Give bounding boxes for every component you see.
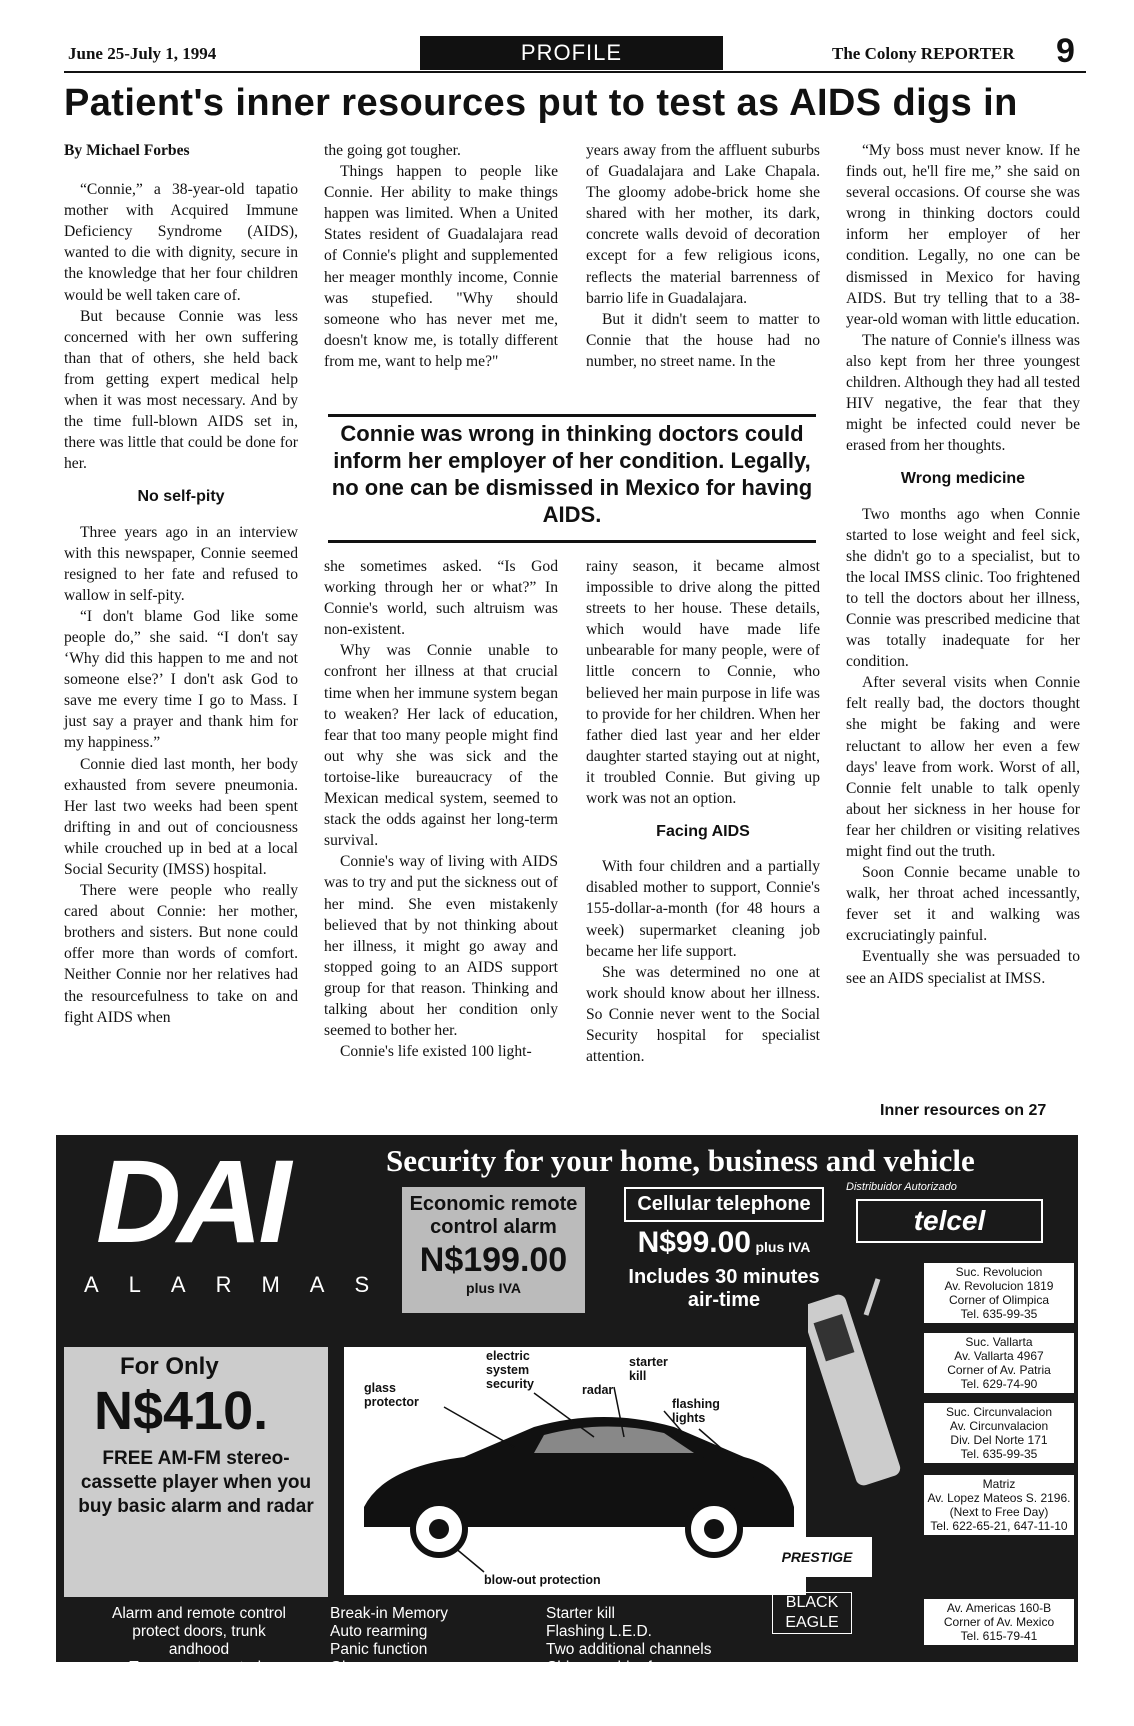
- cell-tax: plus IVA: [755, 1239, 811, 1255]
- paragraph: Things happen to people like Connie. Her ability to make things happen was limited. When a United States resident of Guadalajara read of Connie's plight and supplemented her meager monthly income, Connie was stupefied. "Why should someone who has never met me, doesn't know me, is totally different from me, want to help me?": [324, 163, 558, 370]
- feature-item: Break-in Memory: [330, 1605, 448, 1622]
- feature-item: Two remote controls: [129, 1659, 269, 1676]
- store-corner: Corner of Av. Mexico: [943, 1615, 1055, 1629]
- cell-line-3: air-time: [687, 1289, 761, 1311]
- feature-item: Flashing L.E.D.: [546, 1623, 652, 1640]
- label-flashing-lights: flashing lights: [672, 1397, 720, 1425]
- distributor-label: Distribuidor Autorizado: [846, 1181, 957, 1193]
- store-address: Av. Revolucion 1819: [944, 1279, 1054, 1293]
- paragraph: There were people who really cared about Connie: her mother, brothers and sisters. But none could offer more than words of comfort. Neither Connie nor her relatives had the resourcefulness to take on and fight AIDS when: [64, 882, 298, 1026]
- feature-item: remote control: [546, 1677, 646, 1694]
- subhead-facing-aids: Facing AIDS: [656, 823, 750, 841]
- label-radar: radar: [582, 1383, 614, 1397]
- pullquote-bottom-rule: [328, 540, 816, 543]
- store-address: Av. Vallarta 4967: [954, 1349, 1044, 1363]
- promo-line-1: For Only: [120, 1353, 219, 1380]
- promo-box: [64, 1347, 328, 1597]
- features-list-middle: [330, 1605, 542, 1695]
- feature-item: Auto rearming: [330, 1623, 428, 1640]
- label-starter-kill: starter kill: [629, 1355, 668, 1383]
- store-corner: Div. Del Norte 171: [950, 1433, 1048, 1447]
- store-revolucion: [924, 1263, 1074, 1323]
- features-list-right: [546, 1605, 766, 1695]
- black-eagle-line-1: BLACK: [785, 1594, 839, 1611]
- store-address: Av. Lopez Mateos S. 2196.: [927, 1491, 1071, 1505]
- store-phone: Tel. 635-99-35: [960, 1307, 1038, 1321]
- continued-jump-line: Inner resources on 27: [880, 1102, 1047, 1119]
- store-circunvalacion: [924, 1403, 1074, 1463]
- paragraph: “Connie,” a 38-year-old tapatio mother with Acquired Immune Deficiency Syndrome (AIDS), wanted to die with dignity, secure in the knowledge that her four children would be well taken care of.: [64, 181, 298, 304]
- paragraph: Connie's way of living with AIDS was to try and put the sickness out of her mind. She even mistakenly believed that by not thinking about her illness, it might go away and stopped going to an AIDS support group for that reason. Thinking and talking about her condition only seemed to bother her.: [324, 853, 558, 1040]
- section-label: PROFILE: [420, 36, 723, 70]
- article-column-4: [846, 140, 1080, 989]
- econ-price: N$199.00: [419, 1241, 568, 1279]
- article-column-3-top: [586, 140, 820, 372]
- econ-line-2: control alarm: [430, 1216, 557, 1238]
- paragraph: years away from the affluent suburbs of Guadalajara and Lake Chapala. The gloomy adobe-brick home she shared with her mother, its dark, concrete walls devoid of decoration except for a few religious icons, reflects the material barrenness of barrio life in Guadalajara.: [586, 142, 820, 307]
- label-electric-system: electric system security: [486, 1349, 534, 1391]
- paragraph: Three years ago in an interview with this newspaper, Connie seemed resigned to her fate and refused to wallow in self-pity.: [64, 523, 298, 604]
- store-vallarta: [924, 1333, 1074, 1393]
- cell-price: N$99.00: [637, 1226, 751, 1259]
- store-name: Suc. Vallarta: [965, 1335, 1033, 1349]
- subhead-no-self-pity: No self-pity: [137, 488, 225, 506]
- store-name: Suc. Circunvalacion: [945, 1405, 1053, 1419]
- paragraph: But it didn't seem to matter to Connie that the house had no number, no street name. In the: [586, 310, 820, 370]
- feature-item: Flashing parking lights: [330, 1677, 485, 1694]
- black-eagle-line-2: EAGLE: [785, 1614, 839, 1631]
- store-corner: Corner of Av. Patria: [947, 1363, 1051, 1377]
- car-diagram: [344, 1347, 806, 1595]
- feature-item: Six-tone siren: [151, 1677, 247, 1694]
- ad-tagline: Security for your home, business and vehicle: [386, 1143, 975, 1178]
- paragraph: With four children and a partially disabled mother to support, Connie's 155-dollar-a-month (for 48 hours a week) supermarket cleaning job became her life support.: [586, 858, 820, 960]
- pullquote: Connie was wrong in thinking doctors could inform her employer of her condition. Legally, no one can be dismissed in Mexico for having AIDS.: [331, 421, 813, 527]
- features-list-left: [64, 1605, 334, 1695]
- cell-line-1: Cellular telephone: [624, 1187, 824, 1222]
- paragraph: “I don't blame God like some people do,” she said. “I don't say ‘Why did this happen to me and not someone else?’ I don't ask God to save me every time I go to Mass. I just say a prayer and thank him for my happiness.”: [64, 607, 298, 752]
- cellphone-illustration: [808, 1275, 904, 1495]
- store-corner: (Next to Free Day): [949, 1505, 1049, 1519]
- store-phone: Tel. 622-65-21, 647-11-10: [930, 1519, 1068, 1533]
- issue-date: June 25-July 1, 1994: [68, 44, 217, 63]
- label-glass-protector: glass protector: [364, 1381, 419, 1409]
- promo-price: N$410.: [94, 1381, 269, 1441]
- store-corner: Corner of Olimpica: [948, 1293, 1050, 1307]
- econ-line-1: Economic remote: [409, 1193, 578, 1215]
- article-column-2-bottom: [324, 556, 558, 1062]
- header-rule: [64, 71, 1086, 73]
- economic-alarm-offer: [402, 1187, 585, 1313]
- store-address: Av. Americas 160-B: [946, 1601, 1052, 1615]
- paragraph: Connie died last month, her body exhausted from severe pneumonia. Her last two weeks had been spent drifting in and out of conciousness while crouched up in bed at a local Social Security (IMSS) hospital.: [64, 755, 298, 878]
- dai-alarmas-ad: [56, 1135, 1078, 1694]
- paragraph: Eventually she was persuaded to see an AIDS specialist at IMSS.: [846, 948, 1080, 987]
- store-phone: Tel. 615-79-41: [960, 1629, 1038, 1643]
- feature-item: Glass sensor: [330, 1659, 421, 1676]
- paragraph: She was determined no one at work should know about her illness. So Connie never went to the Social Security hospital for specialist attention.: [586, 963, 820, 1066]
- paragraph: But because Connie was less concerned with her own suffering than that of others, she held back from getting expert medical help when it was most necessary. And by the time full-blown AIDS set in, there was little that could be done for her.: [64, 307, 298, 473]
- store-name: Matriz: [982, 1477, 1016, 1491]
- store-address: Av. Circunvalacion: [949, 1419, 1049, 1433]
- feature-item: Alarm and remote control: [111, 1605, 287, 1622]
- promo-line-2: FREE AM-FM stereo-cassette player when you buy basic alarm and radar: [78, 1448, 314, 1517]
- paragraph: “My boss must never know. If he finds out, he'll fire me,” she said on several occasions. Of course she was wrong in thinking doctors could inform her employer of her condition. Legally, no one can be dismissed in Mexico for having AIDS. But try telling that to a 38-year-old woman with little education.: [846, 142, 1080, 328]
- pullquote-top-rule: [328, 414, 816, 417]
- store-name: Suc. Revolucion: [955, 1265, 1043, 1279]
- store-americas: [924, 1599, 1074, 1645]
- headline: Patient's inner resources put to test as AIDS digs in: [64, 82, 1018, 124]
- dai-logo: DAI: [96, 1136, 288, 1268]
- cellular-offer: [624, 1187, 824, 1312]
- econ-tax: plus IVA: [466, 1280, 521, 1296]
- label-blowout-protection: blow-out protection: [484, 1573, 601, 1587]
- paragraph: rainy season, it became almost impossible to drive along the pitted streets to her house. These details, which would have made life unbearable for many people, were of little concern to Connie, who believed her main purpose in life was to provide for her children. When her father died last year and her elder daughter started staying out at night, it troubled Connie. But giving up work was not an option.: [586, 558, 820, 808]
- page-number: 9: [1056, 32, 1075, 70]
- byline: By Michael Forbes: [64, 142, 190, 159]
- article-column-1: [64, 140, 298, 1028]
- feature-item: protect doors, trunk: [132, 1623, 266, 1640]
- newspaper-name: The Colony REPORTER: [832, 44, 1015, 63]
- paragraph: The nature of Connie's illness was also kept from her three youngest children. Although they had all tested HIV negative, the fear that they might be infected could never be erased from her thoughts.: [846, 331, 1080, 455]
- paragraph: the going got tougher.: [324, 142, 461, 159]
- paragraph: Two months ago when Connie started to lose weight and feel sick, she didn't go to a specialist, but to the local IMSS clinic. Too frightened to tell the doctors about her illness, Connie was prescribed medicine that was totally inadequate for her condition.: [846, 505, 1080, 671]
- paragraph: Connie's life existed 100 light-: [340, 1043, 532, 1061]
- feature-item: andhood: [168, 1641, 230, 1658]
- prestige-logo: PRESTIGE: [762, 1537, 872, 1577]
- black-eagle-logo: [772, 1592, 852, 1634]
- paragraph: Soon Connie became unable to walk, her throat ached incessantly, fever set it and walking was excruciatingly painful.: [846, 864, 1080, 945]
- feature-item: Chirp-no chirp from: [546, 1659, 679, 1676]
- cell-line-2: Includes 30 minutes: [628, 1266, 820, 1288]
- feature-item: Panic function: [330, 1641, 428, 1658]
- article-column-2-top: [324, 140, 558, 372]
- feature-item: Two additional channels: [546, 1641, 712, 1658]
- article-column-3-bottom: [586, 556, 820, 1067]
- feature-item: Starter kill: [546, 1605, 615, 1622]
- alarmas-wordmark: ALARMAS: [84, 1272, 400, 1297]
- paragraph: After several visits when Connie felt really bad, the doctors thought she might be faking and were reluctant to allow her even a few days' leave from work. Worst of all, Connie felt unable to talk openly about her sickness in her house for fear her children or visiting relatives might find out the truth.: [846, 674, 1080, 860]
- store-phone: Tel. 635-99-35: [960, 1447, 1038, 1461]
- paragraph: she sometimes asked. “Is God working through her or what?” In Connie's world, such altruism was non-existent.: [324, 558, 558, 639]
- store-matriz: [924, 1475, 1074, 1535]
- store-phone: Tel. 629-74-90: [960, 1377, 1038, 1391]
- subhead-wrong-medicine: Wrong medicine: [900, 470, 1026, 488]
- telcel-logo: telcel: [856, 1199, 1043, 1243]
- paragraph: Why was Connie unable to confront her illness at that crucial time when her immune system began to weaken? Her lack of education, fear that too many people might find out why she was sick and the tortoise-like bureaucracy of the Mexican medical system, seemed to stack the odds against her long-term survival.: [324, 642, 558, 850]
